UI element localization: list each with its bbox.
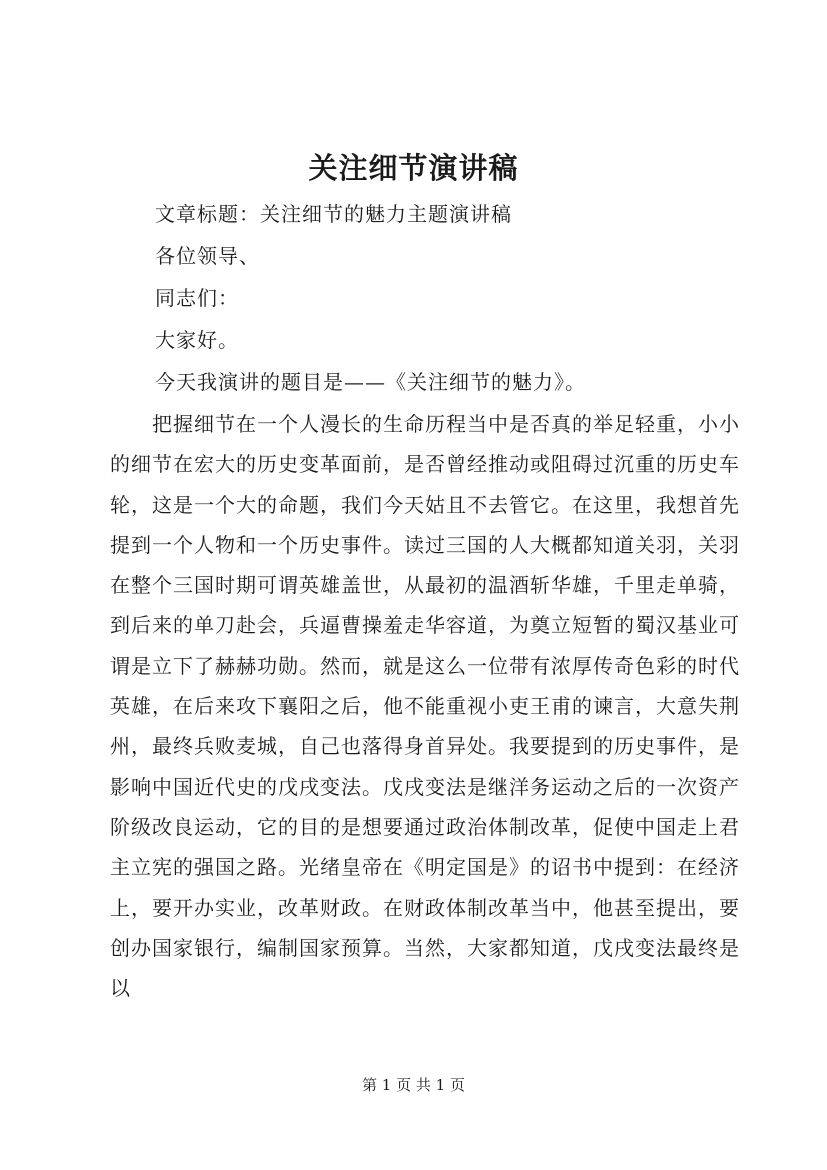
page-number-footer: 第 1 页 共 1 页 xyxy=(362,1076,465,1094)
document-title: 关注细节演讲稿 xyxy=(308,151,519,185)
salutation-leaders-line: 各位领导、 xyxy=(155,244,260,268)
speech-topic-line: 今天我演讲的题目是——《关注细节的魅力》。 xyxy=(155,370,586,394)
greeting-line: 大家好。 xyxy=(155,328,239,352)
article-title-line: 文章标题：关注细节的魅力主题演讲稿 xyxy=(155,202,512,226)
body-paragraph: 把握细节在一个人漫长的生命历程当中是否真的举足轻重，小小的细节在宏大的历史变革面前，是否曾经推动或阻碍过沉重的历史车轮，这是一个大的命题，我们今天姑且不去管它。在这里，我想首先提到一个人物和一个历史事件。读过三国的人大概都知道关羽，关羽在整个三国时期可谓英雄盖世，从最初的温酒斩华雄，千里走单骑，到后来的单刀赴会，兵逼曹操羞走华容道，为奠立短暂的蜀汉基业可谓是立下了赫赫功勋。然而，就是这么一位带有浓厚传奇色彩的时代英雄，在后来攻下襄阳之后，他不能重视小吏王甫的谏言，大意失荆州，最终兵败麦城，自己也落得身首异处。我要提到的历史事件，是影响中国近代史的戊戌变法。戊戌变法是继洋务运动之后的一次资产阶级改良运动，它的目的是想要通过政治体制改革，促使中国走上君主立宪的强国之路。光绪皇帝在《明定国是》的诏书中提到：在经济上，要开办实业，改革财政。在财政体制改革当中，他甚至提出，要创办国家银行，编制国家预算。当然，大家都知道，戊戌变法最终是以 xyxy=(110,412,740,1001)
salutation-comrades-line: 同志们： xyxy=(155,286,239,310)
